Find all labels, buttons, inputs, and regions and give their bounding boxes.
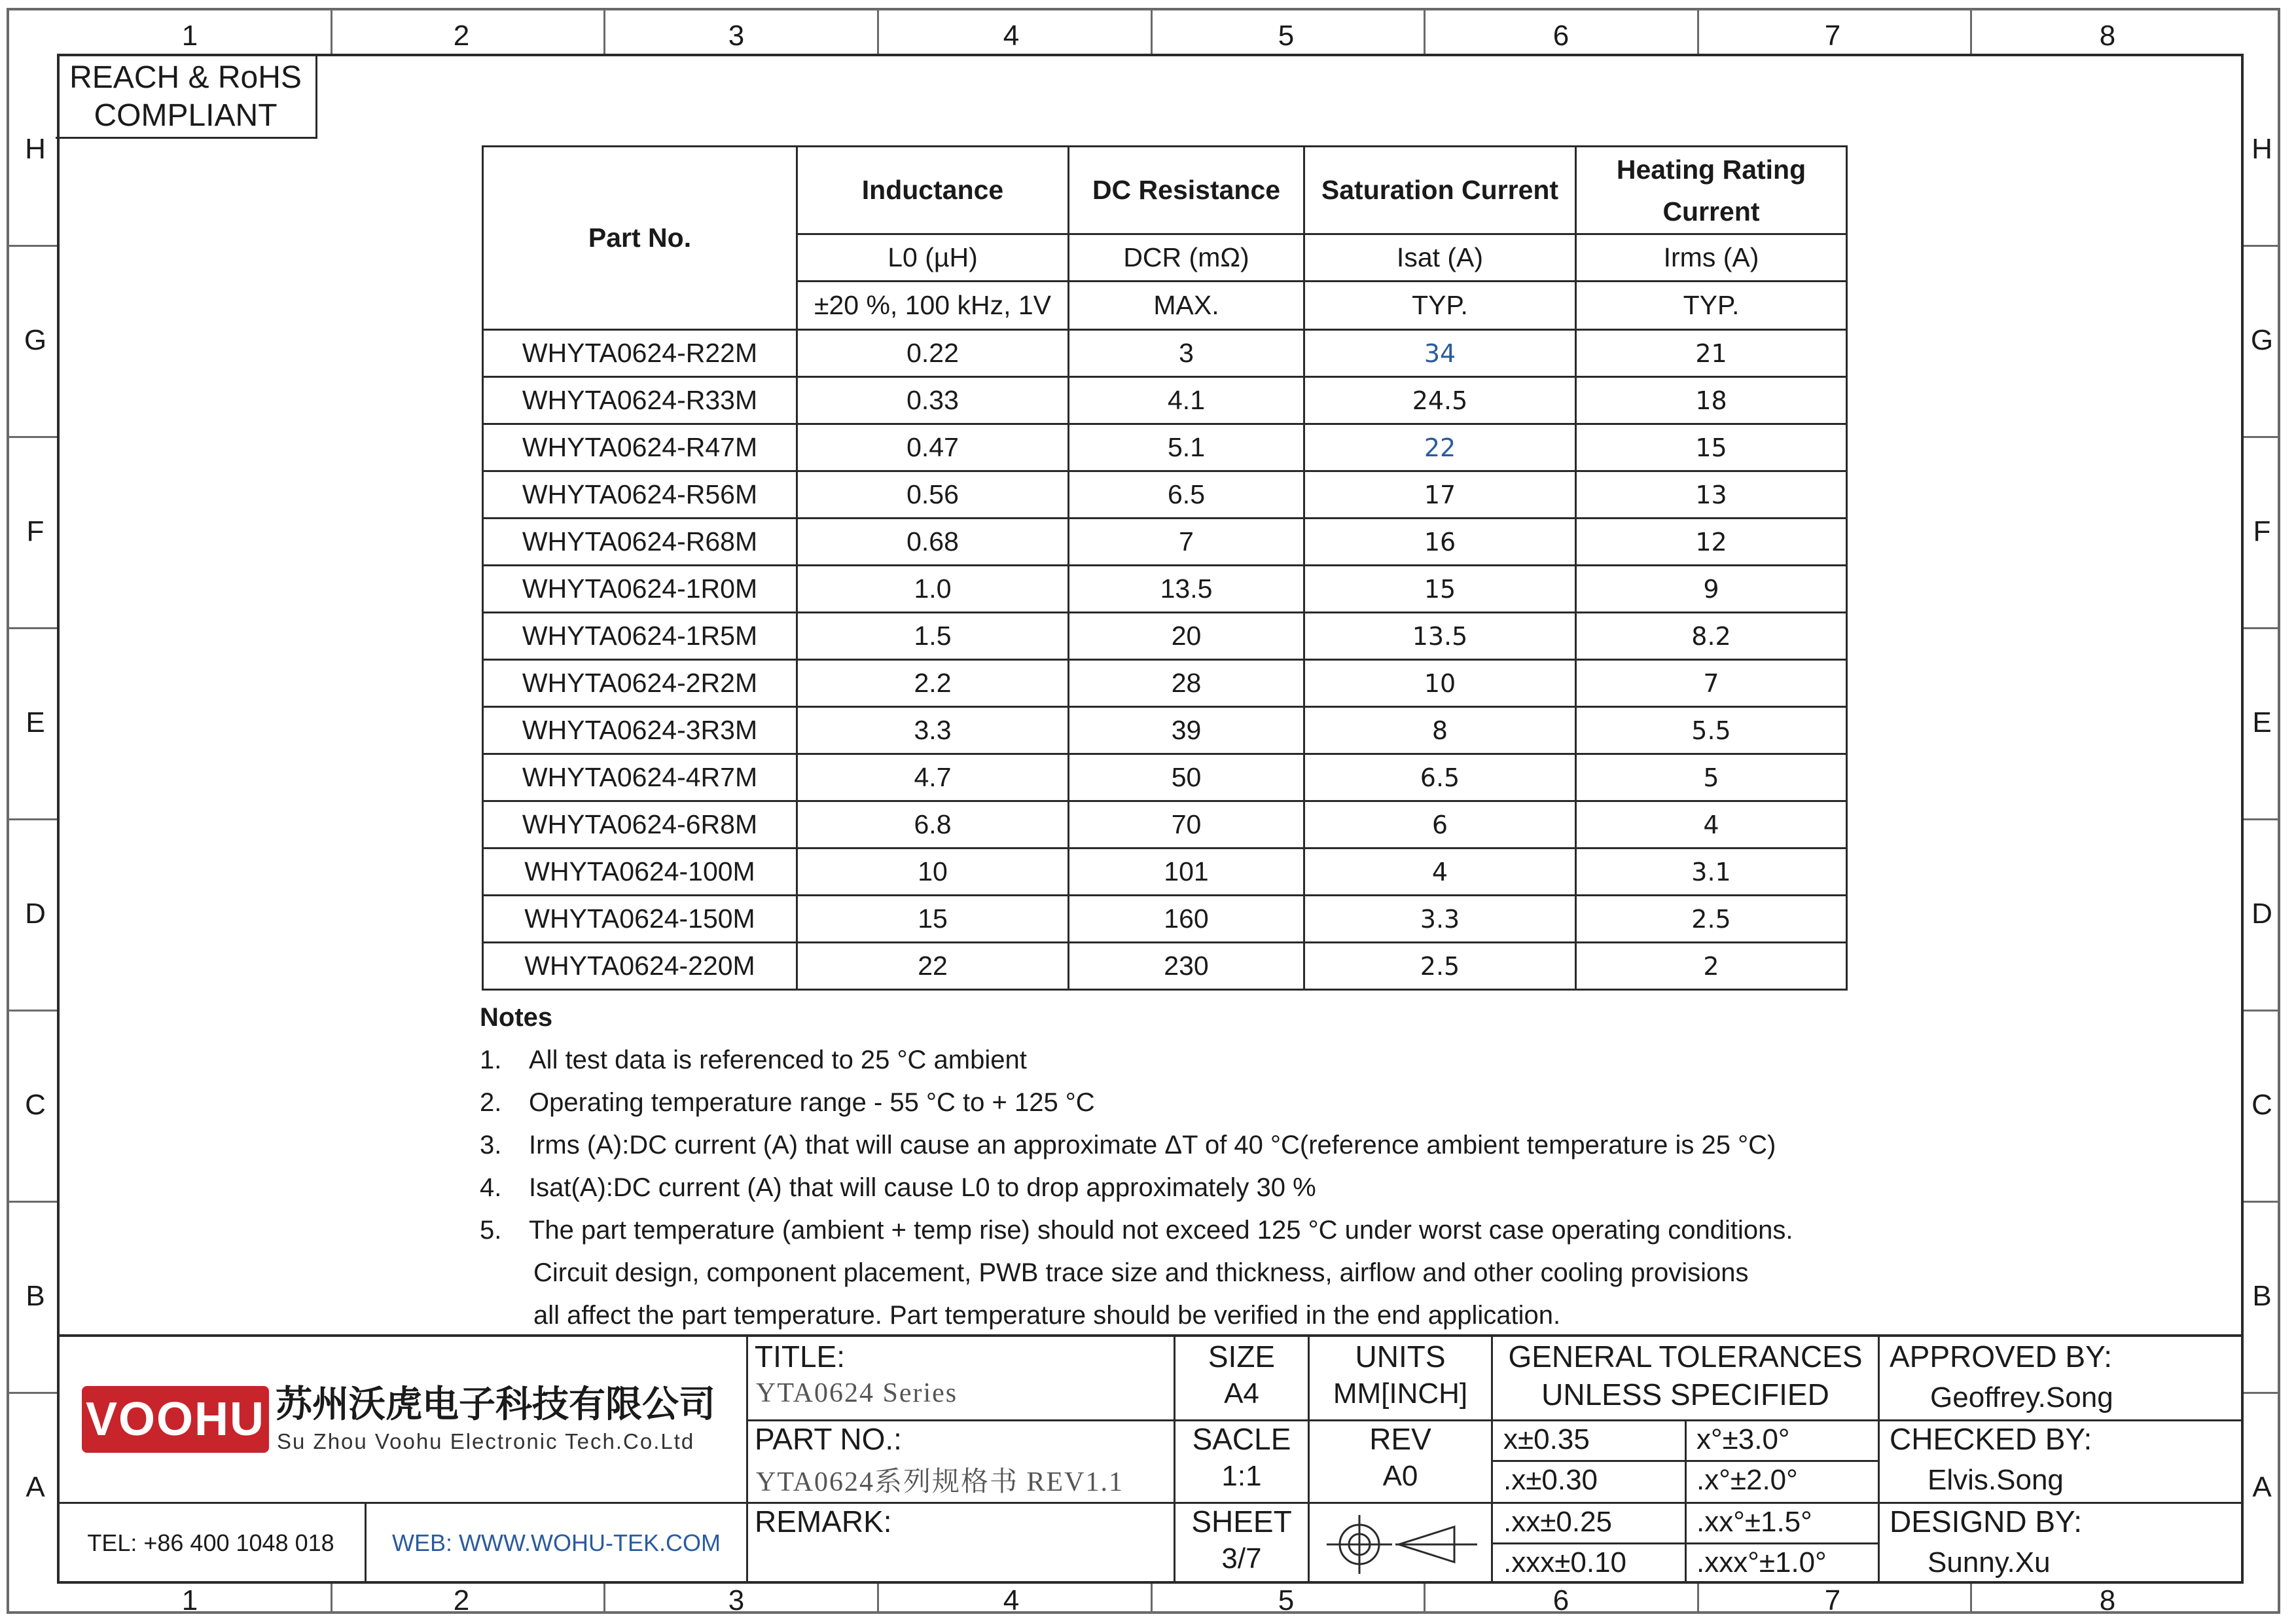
zone-tick [9, 1201, 57, 1203]
size-value: A4 [1224, 1377, 1259, 1410]
note-item [480, 1082, 1920, 1124]
tb-divider [1491, 1502, 2244, 1504]
note-text: The part temperature (ambient + temp rise) should not exceed 125 °C under worst case operating conditions. [529, 1216, 1793, 1245]
zone-tick [2244, 1010, 2278, 1012]
zone-tick [2244, 1392, 2278, 1394]
cell-irms: 4 [1576, 801, 1847, 848]
table-row [483, 801, 1847, 848]
part-no-label: PART NO.: [755, 1422, 902, 1456]
cell-irms: 12 [1576, 519, 1847, 566]
checked-by-value: Elvis.Song [1928, 1464, 2064, 1496]
cell-isat: 2.5 [1304, 943, 1576, 990]
title-block [57, 1334, 2244, 1584]
zone-tick [331, 1584, 332, 1614]
cell-isat: 17 [1304, 471, 1576, 519]
zone-column-8-top: 8 [2099, 20, 2116, 52]
tolerance-angular: .xx°±1.5° [1696, 1506, 1812, 1538]
cell-isat: 6.5 [1304, 754, 1576, 801]
zone-column-5-top: 5 [1278, 20, 1295, 52]
compliance-badge [56, 54, 317, 139]
cell-isat: 6 [1304, 801, 1576, 848]
cell-part-no: WHYTA0624-R47M [483, 424, 797, 471]
tolerance-angular: .xxx°±1.0° [1696, 1546, 1827, 1578]
tb-divider [1491, 1542, 1878, 1544]
zone-tick [603, 1584, 605, 1614]
tb-divider [1491, 1460, 1878, 1462]
zone-tick [2244, 818, 2278, 820]
zone-row-a-right: A [2252, 1471, 2272, 1503]
header-dc-resistance: DC Resistance [1069, 147, 1304, 234]
zone-column-3-bottom: 3 [728, 1584, 745, 1616]
cell-irms: 8.2 [1576, 613, 1847, 660]
cell-irms: 5.5 [1576, 707, 1847, 754]
cell-dcr: 4.1 [1069, 377, 1304, 424]
cell-dcr: 13.5 [1069, 566, 1304, 613]
cell-inductance: 0.56 [797, 471, 1069, 519]
cell-dcr: 28 [1069, 660, 1304, 707]
zone-tick [9, 245, 57, 247]
zone-row-d-right: D [2251, 898, 2272, 930]
cell-dcr: 160 [1069, 896, 1304, 943]
cell-dcr: 70 [1069, 801, 1304, 848]
note-item [480, 1039, 1920, 1082]
note-number: 1. [480, 1046, 502, 1074]
condition-irms: TYP. [1576, 282, 1847, 330]
tolerance-angular: x°±3.0° [1696, 1423, 1790, 1455]
zone-tick [877, 9, 879, 54]
zone-column-5-bottom: 5 [1278, 1584, 1295, 1616]
scale-value: 1:1 [1221, 1460, 1262, 1492]
cell-isat: 13.5 [1304, 613, 1576, 660]
approved-by-label: APPROVED BY: [1890, 1340, 2113, 1374]
cell-inductance: 0.22 [797, 330, 1069, 377]
zone-tick [1424, 1584, 1426, 1614]
zone-tick [9, 1010, 57, 1012]
note-text: Operating temperature range - 55 °C to + 125 °C [529, 1088, 1095, 1117]
zone-tick [1424, 9, 1426, 54]
zone-column-4-bottom: 4 [1003, 1584, 1020, 1616]
cell-part-no: WHYTA0624-220M [483, 943, 797, 990]
telephone: TEL: +86 400 1048 018 [87, 1529, 334, 1556]
tb-divider [746, 1337, 748, 1584]
cell-irms: 2 [1576, 943, 1847, 990]
remark-label: REMARK: [755, 1504, 892, 1539]
cell-inductance: 22 [797, 943, 1069, 990]
tolerance-linear: .xx±0.25 [1503, 1506, 1613, 1538]
zone-row-c-left: C [25, 1089, 46, 1121]
company-logo [82, 1386, 269, 1453]
zone-column-7-bottom: 7 [1824, 1584, 1841, 1616]
table-row [483, 519, 1847, 566]
cell-part-no: WHYTA0624-100M [483, 848, 797, 896]
cell-dcr: 6.5 [1069, 471, 1304, 519]
cell-dcr: 7 [1069, 519, 1304, 566]
zone-row-h-left: H [25, 133, 46, 165]
specification-table [482, 145, 1848, 991]
size-label: SIZE [1208, 1340, 1276, 1374]
cell-inductance: 4.7 [797, 754, 1069, 801]
first-angle-projection-icon [1320, 1508, 1484, 1580]
cell-irms: 13 [1576, 471, 1847, 519]
table-row [483, 943, 1847, 990]
title-value: YTA0624 Series [756, 1378, 958, 1408]
header-heating-rating-current: Heating Rating Current [1576, 147, 1847, 234]
cell-isat: 3.3 [1304, 896, 1576, 943]
zone-row-c-right: C [2251, 1089, 2272, 1121]
cell-irms: 2.5 [1576, 896, 1847, 943]
cell-irms: 3.1 [1576, 848, 1847, 896]
tb-divider [1878, 1337, 1880, 1584]
cell-isat: 22 [1304, 424, 1576, 471]
zone-tick [2244, 245, 2278, 247]
tolerance-linear: x±0.35 [1503, 1423, 1590, 1455]
note-5-continuation-2: all affect the part temperature. Part temperature should be verified in the end application. [533, 1301, 1561, 1330]
table-row [483, 660, 1847, 707]
table-row [483, 330, 1847, 377]
company-name-cn: 苏州沃虎电子科技有限公司 [276, 1383, 715, 1426]
units-label: UNITS [1355, 1340, 1446, 1374]
header-part-no: Part No. [483, 147, 797, 330]
checked-by-label: CHECKED BY: [1890, 1422, 2092, 1456]
note-number: 2. [480, 1088, 502, 1117]
zone-tick [9, 436, 57, 438]
note-item [480, 1167, 1920, 1209]
cell-dcr: 101 [1069, 848, 1304, 896]
zone-row-d-left: D [25, 898, 46, 930]
table-row [483, 471, 1847, 519]
approved-by-value: Geoffrey.Song [1930, 1381, 2113, 1413]
tolerance-angular: .x°±2.0° [1696, 1464, 1798, 1496]
cell-part-no: WHYTA0624-4R7M [483, 754, 797, 801]
zone-row-f-right: F [2253, 515, 2271, 547]
zone-tick [2244, 627, 2278, 629]
table-row [483, 377, 1847, 424]
cell-inductance: 15 [797, 896, 1069, 943]
cell-isat: 16 [1304, 519, 1576, 566]
zone-tick [877, 1584, 879, 1614]
cell-inductance: 0.33 [797, 377, 1069, 424]
cell-inductance: 0.47 [797, 424, 1069, 471]
notes-title: Notes [480, 1003, 553, 1032]
cell-isat: 10 [1304, 660, 1576, 707]
tolerance-linear: .xxx±0.10 [1503, 1546, 1627, 1578]
zone-column-3-top: 3 [728, 20, 745, 52]
zone-row-g-right: G [2250, 324, 2274, 356]
zone-column-2-bottom: 2 [453, 1584, 470, 1616]
zone-column-4-top: 4 [1003, 20, 1020, 52]
zone-row-e-left: E [26, 706, 45, 739]
cell-part-no: WHYTA0624-1R0M [483, 566, 797, 613]
cell-dcr: 3 [1069, 330, 1304, 377]
zone-tick [331, 9, 332, 54]
zone-row-b-right: B [2252, 1280, 2272, 1312]
note-text: Irms (A):DC current (A) that will cause an approximate ΔT of 40 °C(reference ambient temperature is 25 °C) [529, 1131, 1776, 1159]
header-saturation-current: Saturation Current [1304, 147, 1576, 234]
zone-tick [1970, 9, 1972, 54]
title-label: TITLE: [755, 1340, 846, 1374]
zone-column-1-top: 1 [181, 20, 198, 52]
company-name-en: Su Zhou Voohu Electronic Tech.Co.Ltd [277, 1429, 695, 1453]
tolerance-linear: .x±0.30 [1503, 1464, 1598, 1496]
tb-divider [57, 1502, 746, 1504]
table-row [483, 754, 1847, 801]
zone-tick [9, 627, 57, 629]
cell-inductance: 2.2 [797, 660, 1069, 707]
cell-dcr: 230 [1069, 943, 1304, 990]
tolerances-label-2: UNLESS SPECIFIED [1541, 1377, 1829, 1412]
header-inductance: Inductance [797, 147, 1069, 234]
table-row [483, 707, 1847, 754]
notes-section [480, 996, 1920, 1337]
cell-part-no: WHYTA0624-6R8M [483, 801, 797, 848]
cell-dcr: 20 [1069, 613, 1304, 660]
table-row [483, 896, 1847, 943]
note-text: Isat(A):DC current (A) that will cause L0 to drop approximately 30 % [529, 1173, 1316, 1202]
cell-part-no: WHYTA0624-1R5M [483, 613, 797, 660]
cell-irms: 7 [1576, 660, 1847, 707]
scale-label: SACLE [1192, 1422, 1291, 1456]
cell-dcr: 39 [1069, 707, 1304, 754]
zone-row-a-left: A [26, 1471, 45, 1503]
cell-part-no: WHYTA0624-3R3M [483, 707, 797, 754]
cell-part-no: WHYTA0624-R33M [483, 377, 797, 424]
table-row [483, 566, 1847, 613]
zone-tick [9, 1392, 57, 1394]
zone-tick [1697, 1584, 1699, 1614]
zone-tick [1151, 1584, 1153, 1614]
condition-inductance: ±20 %, 100 kHz, 1V [797, 282, 1069, 330]
cell-irms: 21 [1576, 330, 1847, 377]
zone-row-h-right: H [2251, 133, 2272, 165]
zone-column-7-top: 7 [1824, 20, 1841, 52]
unit-dcr: DCR (mΩ) [1069, 234, 1304, 282]
zone-row-f-left: F [26, 515, 45, 547]
cell-irms: 9 [1576, 566, 1847, 613]
zone-tick [9, 818, 57, 820]
zone-row-e-right: E [2252, 706, 2272, 739]
rev-value: A0 [1382, 1460, 1418, 1492]
cell-part-no: WHYTA0624-2R2M [483, 660, 797, 707]
note-text: All test data is referenced to 25 °C ambient [529, 1046, 1027, 1074]
cell-inductance: 1.5 [797, 613, 1069, 660]
tolerances-label-1: GENERAL TOLERANCES [1508, 1340, 1863, 1374]
cell-inductance: 3.3 [797, 707, 1069, 754]
note-number: 3. [480, 1131, 502, 1159]
designed-by-value: Sunny.Xu [1928, 1546, 2051, 1578]
units-value: MM[INCH] [1333, 1377, 1468, 1410]
note-item [480, 1124, 1920, 1167]
sheet-label: SHEET [1191, 1504, 1292, 1539]
zone-tick [1970, 1584, 1972, 1614]
cell-inductance: 1.0 [797, 566, 1069, 613]
note-number: 5. [480, 1216, 502, 1245]
zone-column-8-bottom: 8 [2099, 1584, 2116, 1616]
tb-divider [746, 1419, 1491, 1421]
tb-divider [1491, 1419, 2244, 1421]
cell-part-no: WHYTA0624-R68M [483, 519, 797, 566]
rev-label: REV [1369, 1422, 1431, 1456]
cell-dcr: 5.1 [1069, 424, 1304, 471]
table-row [483, 613, 1847, 660]
zone-column-6-top: 6 [1552, 20, 1570, 52]
cell-irms: 15 [1576, 424, 1847, 471]
zone-row-b-left: B [26, 1280, 45, 1312]
note-5-continuation-1: Circuit design, component placement, PWB trace size and thickness, airflow and other cooling provisions [533, 1258, 1749, 1287]
zone-tick [2244, 436, 2278, 438]
zone-column-6-bottom: 6 [1552, 1584, 1570, 1616]
designed-by-label: DESIGND BY: [1890, 1504, 2082, 1539]
table-row [483, 424, 1847, 471]
condition-dcr: MAX. [1069, 282, 1304, 330]
cell-isat: 24.5 [1304, 377, 1576, 424]
cell-isat: 15 [1304, 566, 1576, 613]
cell-irms: 18 [1576, 377, 1847, 424]
cell-dcr: 50 [1069, 754, 1304, 801]
unit-isat: Isat (A) [1304, 234, 1576, 282]
compliance-line-1: REACH & RoHS [69, 60, 302, 95]
zone-tick [1697, 9, 1699, 54]
website-link[interactable]: WEB: WWW.WOHU-TEK.COM [392, 1529, 721, 1556]
part-no-value: YTA0624系列规格书 REV1.1 [756, 1467, 1124, 1497]
note-number: 4. [480, 1173, 502, 1202]
zone-tick [1151, 9, 1153, 54]
cell-inductance: 10 [797, 848, 1069, 896]
compliance-line-2: COMPLIANT [94, 98, 278, 133]
condition-isat: TYP. [1304, 282, 1576, 330]
unit-inductance: L0 (µH) [797, 234, 1069, 282]
zone-column-2-top: 2 [453, 20, 470, 52]
cell-inductance: 0.68 [797, 519, 1069, 566]
zone-tick [603, 9, 605, 54]
zone-row-g-left: G [24, 324, 47, 356]
cell-irms: 5 [1576, 754, 1847, 801]
cell-inductance: 6.8 [797, 801, 1069, 848]
logo-text: VOOHU [85, 1393, 266, 1446]
cell-isat: 8 [1304, 707, 1576, 754]
zone-tick [2244, 1201, 2278, 1203]
cell-part-no: WHYTA0624-R56M [483, 471, 797, 519]
cell-part-no: WHYTA0624-R22M [483, 330, 797, 377]
sheet-value: 3/7 [1221, 1542, 1262, 1575]
cell-isat: 34 [1304, 330, 1576, 377]
cell-isat: 4 [1304, 848, 1576, 896]
cell-part-no: WHYTA0624-150M [483, 896, 797, 943]
note-item [480, 1209, 1920, 1252]
unit-irms: Irms (A) [1576, 234, 1847, 282]
tb-divider [746, 1502, 1491, 1504]
table-row [483, 848, 1847, 896]
zone-column-1-bottom: 1 [181, 1584, 198, 1616]
